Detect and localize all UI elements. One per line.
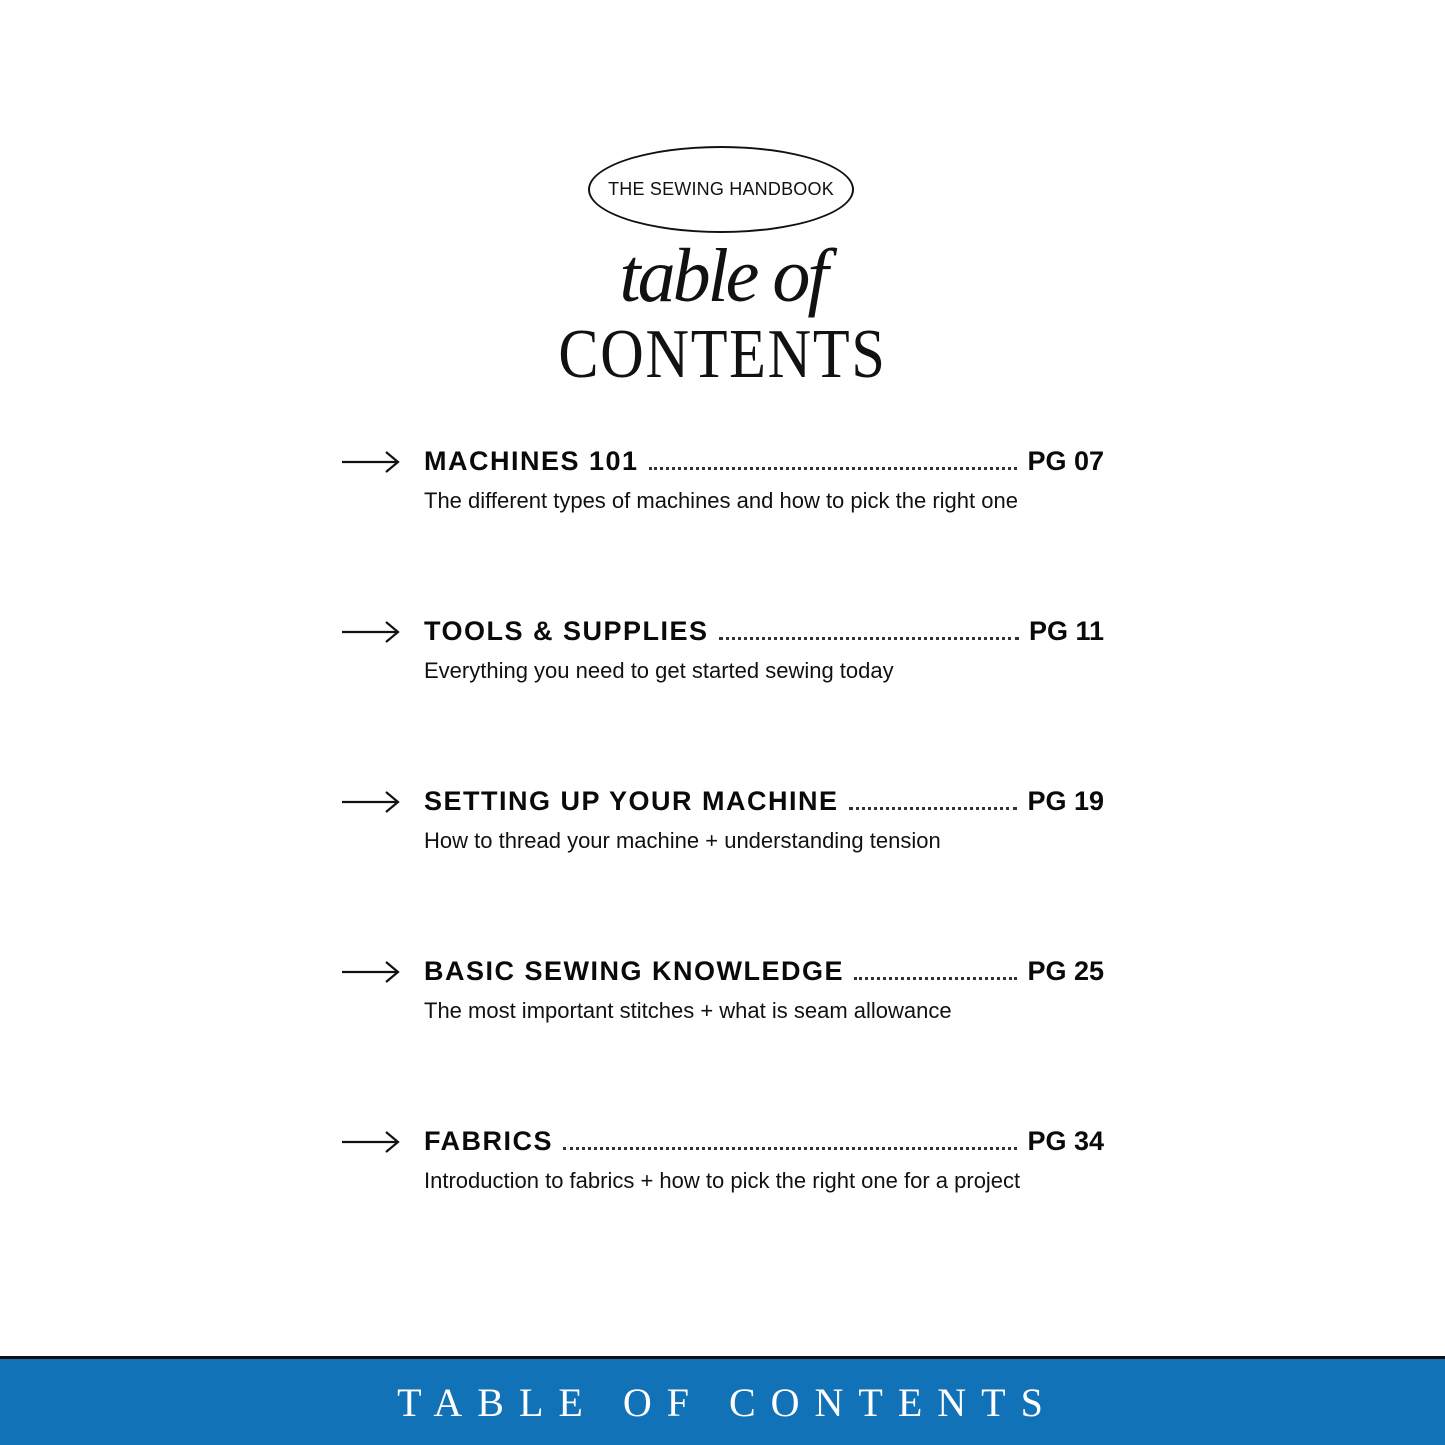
arrow-right-icon [340, 958, 402, 986]
dot-leader [719, 637, 1019, 640]
page-title-caps: CONTENTS [558, 316, 887, 393]
arrow-right-icon [340, 1128, 402, 1156]
toc-entry-description: Everything you need to get started sewing today [424, 658, 894, 683]
dot-leader [854, 977, 1017, 980]
toc-entry-page: PG 19 [1027, 786, 1104, 816]
toc-entry-description: The different types of machines and how to pick the right one [424, 488, 1018, 513]
toc-entry-title: TOOLS & SUPPLIES [424, 616, 709, 646]
handbook-badge-text: THE SEWING HANDBOOK [608, 179, 834, 199]
toc-entry-page: PG 25 [1027, 956, 1104, 986]
toc-entry-heading [424, 784, 1104, 818]
toc-entry-heading [424, 1124, 1104, 1158]
toc-entry[interactable] [340, 954, 1104, 1034]
toc-entry-title: SETTING UP YOUR MACHINE [424, 786, 839, 816]
footer-title: TABLE OF CONTENTS [397, 1379, 1058, 1425]
toc-entry-heading [424, 954, 1104, 988]
dot-leader [649, 467, 1018, 470]
toc-entry-heading [424, 614, 1104, 648]
handbook-badge [588, 146, 854, 233]
arrow-right-icon [340, 788, 402, 816]
toc-entry-title: MACHINES 101 [424, 446, 639, 476]
dot-leader [849, 807, 1018, 810]
toc-entry-description: The most important stitches + what is seam allowance [424, 998, 952, 1023]
toc-entry-title: BASIC SEWING KNOWLEDGE [424, 956, 845, 986]
toc-entry[interactable] [340, 1124, 1104, 1204]
toc-entry[interactable] [340, 444, 1104, 524]
dot-leader [563, 1147, 1017, 1150]
toc-entry-description: How to thread your machine + understanding tension [424, 828, 941, 853]
toc-entry-title: FABRICS [424, 1126, 554, 1156]
toc-entry[interactable] [340, 784, 1104, 864]
toc-entry-heading [424, 444, 1104, 478]
toc-entry-page: PG 11 [1028, 616, 1104, 646]
toc-entry-page: PG 34 [1027, 1126, 1104, 1156]
footer-banner [0, 1356, 1445, 1445]
toc-entry[interactable] [340, 614, 1104, 694]
toc-entry-description: Introduction to fabrics + how to pick the right one for a project [424, 1168, 1021, 1193]
arrow-right-icon [340, 448, 402, 476]
toc-entry-page: PG 07 [1027, 446, 1104, 476]
arrow-right-icon [340, 618, 402, 646]
page-title-script: table of [619, 234, 826, 318]
